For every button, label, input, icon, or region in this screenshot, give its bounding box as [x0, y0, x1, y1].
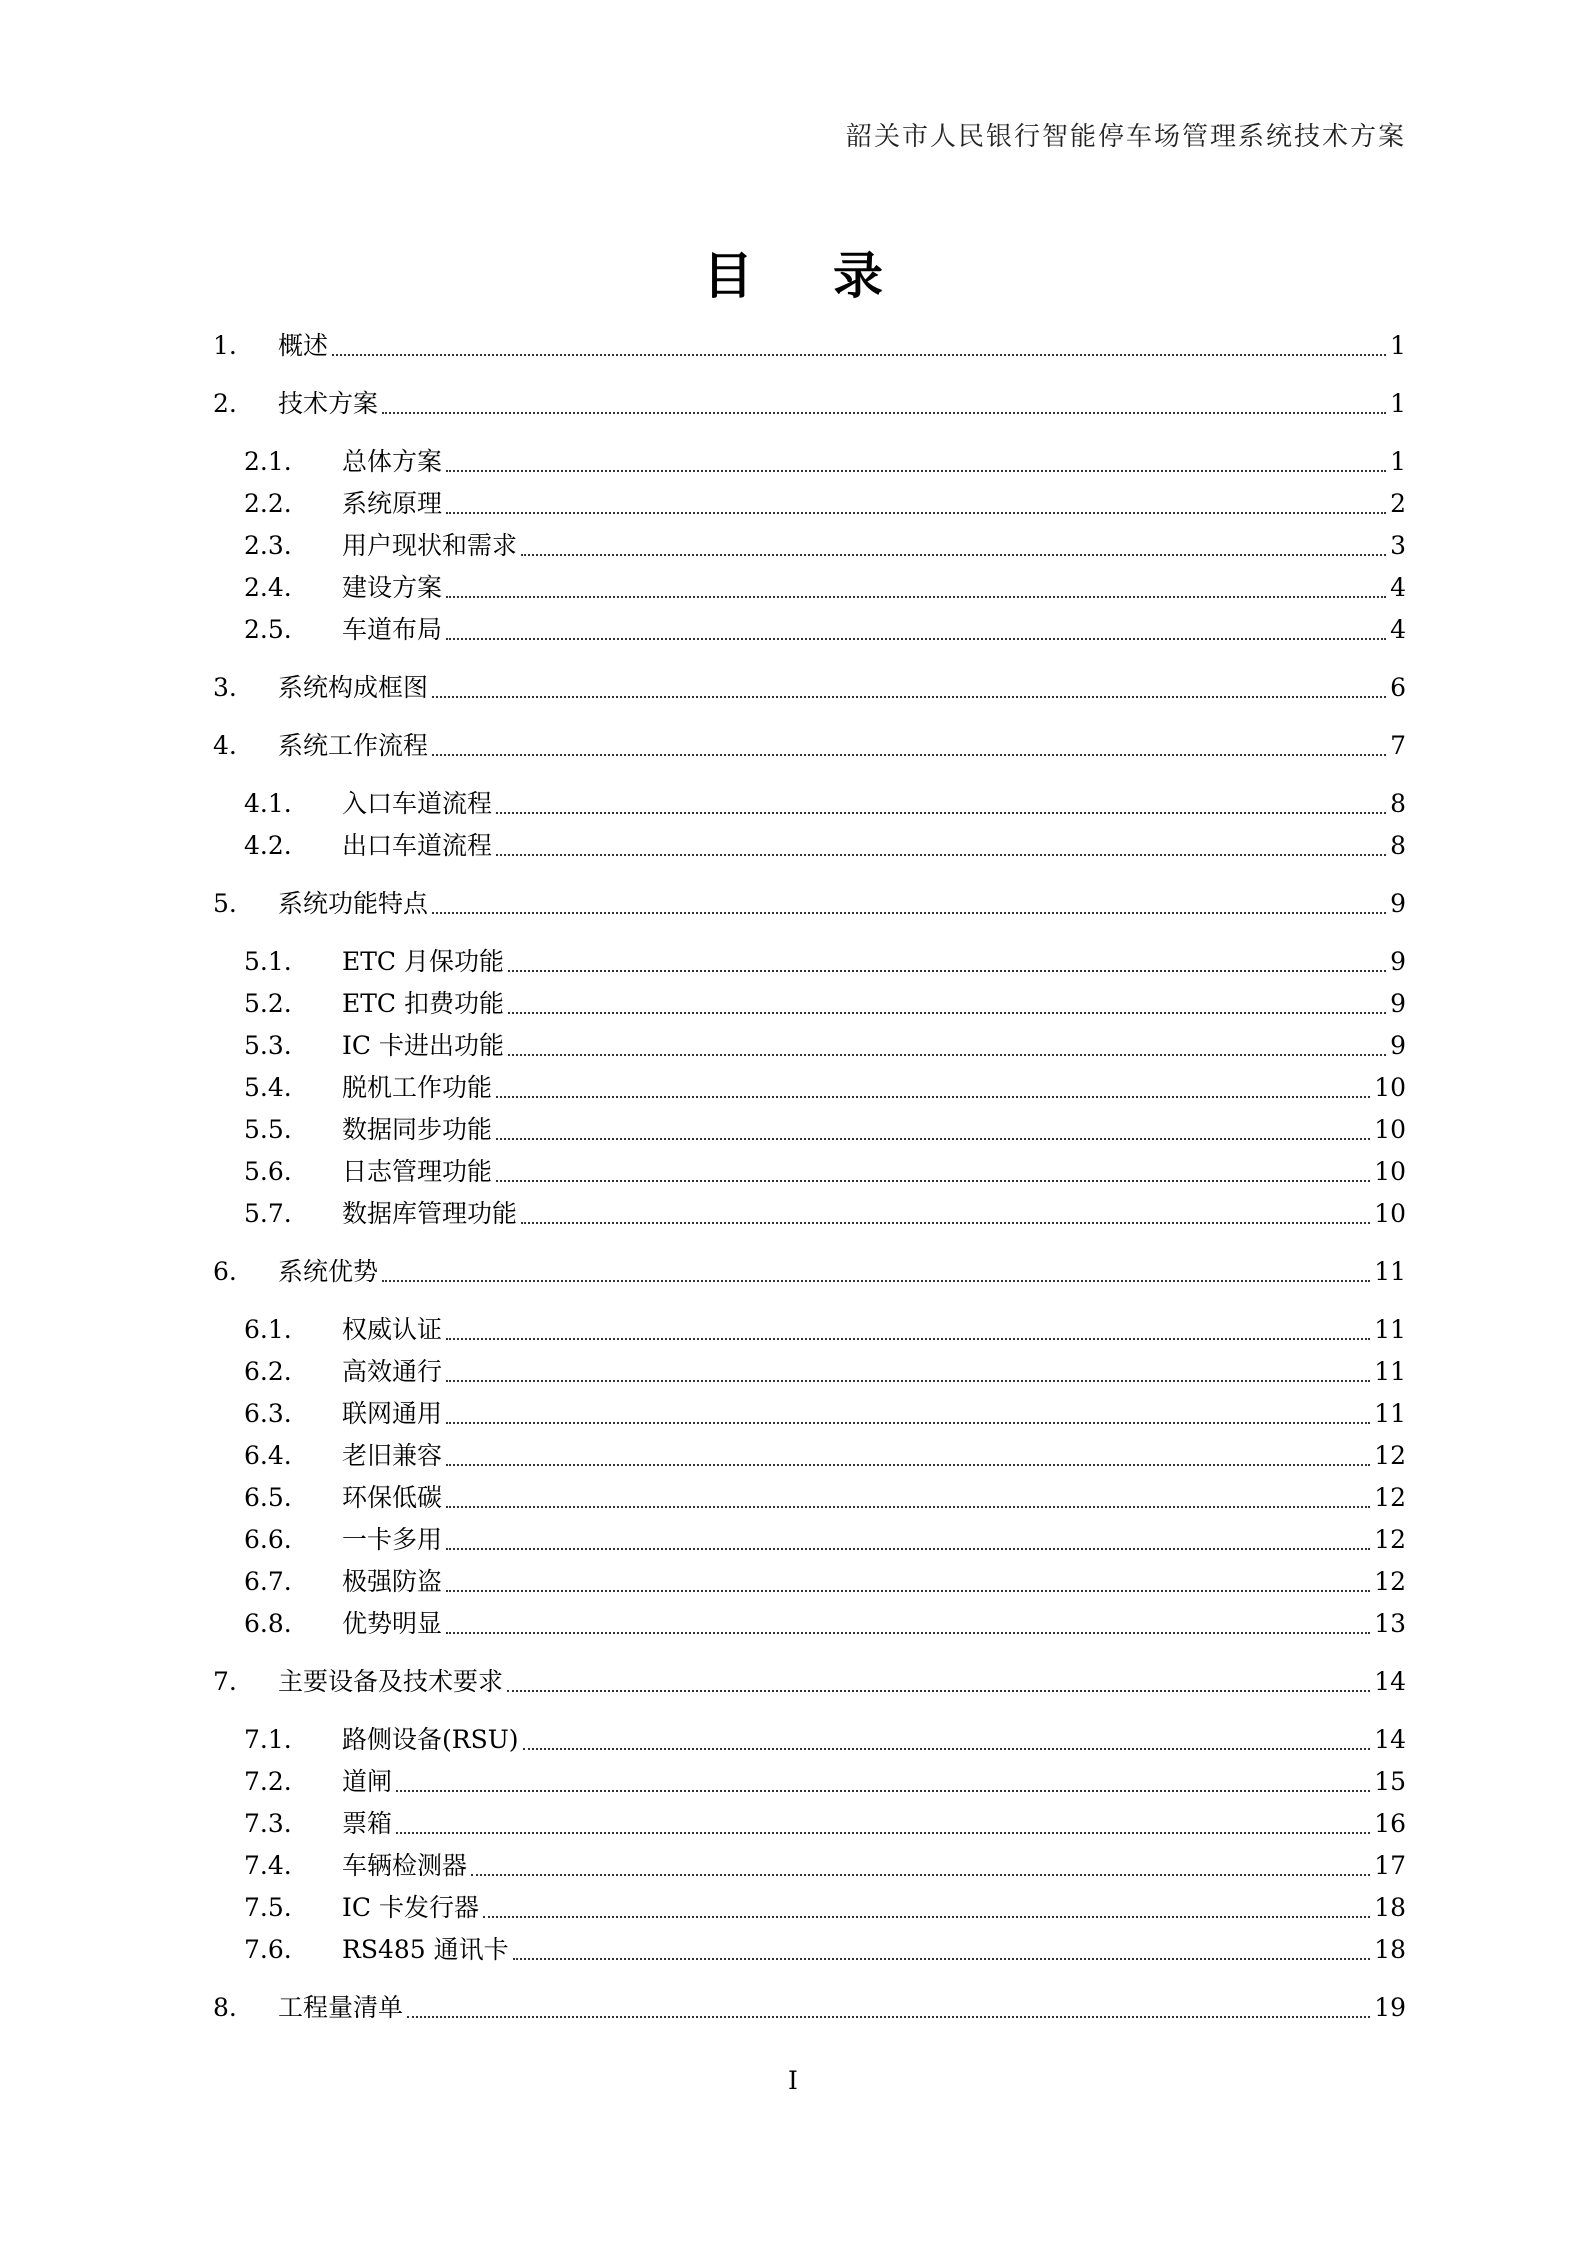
toc-entry-label: 用户现状和需求 [342, 531, 518, 560]
running-header: 韶关市人民银行智能停车场管理系统技术方案 [845, 122, 1406, 152]
toc-dot-leader [382, 412, 1386, 414]
toc-entry-page: 9 [1390, 947, 1406, 976]
toc-entry[interactable] [213, 1887, 1406, 1929]
toc-entry-label: IC 卡进出功能 [342, 1031, 504, 1060]
toc-entry[interactable] [213, 1929, 1406, 1971]
toc-entry-page: 4 [1390, 615, 1406, 644]
toc-entry-number: 5.6. [244, 1157, 292, 1186]
toc-entry[interactable] [213, 1719, 1406, 1761]
toc-entry-label: 概述 [278, 331, 329, 360]
toc-entry[interactable] [213, 1025, 1406, 1067]
toc-entry[interactable] [213, 1561, 1406, 1603]
toc-entry[interactable] [213, 1351, 1406, 1393]
toc-entry[interactable] [213, 825, 1406, 867]
toc-entry-label: 入口车道流程 [342, 789, 493, 818]
toc-entry-number: 2.4. [244, 573, 292, 602]
toc-dot-leader [446, 596, 1386, 598]
toc-entry-page: 16 [1374, 1809, 1406, 1838]
toc-entry-number: 5.3. [244, 1031, 292, 1060]
toc-entry-page: 9 [1390, 889, 1406, 918]
toc-entry[interactable] [213, 525, 1406, 567]
toc-dot-leader [508, 1012, 1386, 1014]
toc-entry[interactable] [213, 1761, 1406, 1803]
toc-entry-page: 8 [1390, 789, 1406, 818]
toc-dot-leader [446, 1590, 1370, 1592]
toc-entry-label: 优势明显 [342, 1609, 443, 1638]
toc-entry-number: 7.2. [244, 1767, 292, 1796]
toc-dot-leader [496, 812, 1386, 814]
toc-entry-page: 1 [1390, 447, 1406, 476]
toc-entry-number: 5.7. [244, 1199, 292, 1228]
toc-entry-label: ETC 月保功能 [342, 947, 504, 976]
toc-entry-page: 10 [1374, 1073, 1406, 1102]
toc-entry-number: 2.5. [244, 615, 292, 644]
toc-entry-number: 7. [213, 1667, 237, 1696]
toc-entry-number: 8. [213, 1993, 237, 2022]
toc-entry-number: 4.1. [244, 789, 292, 818]
toc-dot-leader [523, 1748, 1371, 1750]
toc-dot-leader [432, 754, 1386, 756]
toc-entry-number: 4. [213, 731, 237, 760]
toc-entry-number: 5. [213, 889, 237, 918]
toc-entry-number: 5.4. [244, 1073, 292, 1102]
toc-entry-number: 5.2. [244, 989, 292, 1018]
toc-entry-number: 4.2. [244, 831, 292, 860]
toc-entry[interactable] [213, 883, 1406, 925]
toc-entry-number: 6.2. [244, 1357, 292, 1386]
toc-dot-leader [496, 1180, 1370, 1182]
toc-entry-label: 数据同步功能 [342, 1115, 493, 1144]
toc-entry-number: 7.4. [244, 1851, 292, 1880]
toc-entry-number: 6.8. [244, 1609, 292, 1638]
toc-dot-leader [446, 1632, 1370, 1634]
toc-entry-number: 3. [213, 673, 237, 702]
toc-dot-leader [446, 1380, 1370, 1382]
toc-entry-label: 极强防盗 [342, 1567, 443, 1596]
toc-entry-label: 票箱 [342, 1809, 393, 1838]
toc-entry[interactable] [213, 1393, 1406, 1435]
toc-dot-leader [483, 1916, 1370, 1918]
toc-dot-leader [446, 1506, 1370, 1508]
toc-entry-number: 6. [213, 1257, 237, 1286]
toc-entry-page: 17 [1374, 1851, 1406, 1880]
toc-entry-page: 11 [1374, 1257, 1406, 1286]
toc-dot-leader [496, 854, 1386, 856]
toc-entry-page: 9 [1390, 989, 1406, 1018]
toc-entry-number: 1. [213, 331, 237, 360]
toc-entry-page: 10 [1374, 1115, 1406, 1144]
toc-entry-label: 道闸 [342, 1767, 393, 1796]
toc-entry-page: 7 [1390, 731, 1406, 760]
toc-entry-label: 老旧兼容 [342, 1441, 443, 1470]
toc-dot-leader [446, 512, 1386, 514]
toc-title [0, 236, 1586, 308]
toc-entry[interactable] [213, 567, 1406, 609]
toc-entry[interactable] [213, 441, 1406, 483]
toc-entry-page: 18 [1374, 1935, 1406, 1964]
toc-entry[interactable] [213, 1193, 1406, 1235]
toc-dot-leader [446, 470, 1386, 472]
toc-entry-page: 12 [1374, 1567, 1406, 1596]
toc-entry-page: 18 [1374, 1893, 1406, 1922]
toc-entry-label: 总体方案 [342, 447, 443, 476]
toc-entry-label: 脱机工作功能 [342, 1073, 493, 1102]
toc-entry-page: 11 [1374, 1357, 1406, 1386]
toc-entry-number: 7.5. [244, 1893, 292, 1922]
toc-entry-label: 高效通行 [342, 1357, 443, 1386]
toc-entry-label: RS485 通讯卡 [342, 1935, 509, 1964]
toc-entry-page: 11 [1374, 1399, 1406, 1428]
toc-entry-page: 10 [1374, 1199, 1406, 1228]
toc-entry[interactable] [213, 325, 1406, 367]
toc-entry[interactable] [213, 383, 1406, 425]
toc-entry-number: 7.3. [244, 1809, 292, 1838]
toc-dot-leader [507, 1690, 1370, 1692]
toc-dot-leader [396, 1832, 1370, 1834]
toc-entry[interactable] [213, 1309, 1406, 1351]
toc-dot-leader [432, 696, 1386, 698]
toc-entry-label: IC 卡发行器 [342, 1893, 479, 1922]
toc-entry-number: 2.2. [244, 489, 292, 518]
toc-entry-label: 系统功能特点 [278, 889, 429, 918]
toc-entry-number: 6.7. [244, 1567, 292, 1596]
toc-dot-leader [382, 1280, 1370, 1282]
toc-entry-number: 5.5. [244, 1115, 292, 1144]
toc-dot-leader [396, 1790, 1370, 1792]
toc-entry-number: 6.4. [244, 1441, 292, 1470]
toc-entry-number: 2.1. [244, 447, 292, 476]
toc-dot-leader [446, 1338, 1370, 1340]
toc-entry-page: 1 [1390, 389, 1406, 418]
toc-dot-leader [446, 1422, 1370, 1424]
toc-entry[interactable] [213, 1803, 1406, 1845]
toc-entry-number: 6.3. [244, 1399, 292, 1428]
toc-entry-label: 技术方案 [278, 389, 379, 418]
toc-entry-label: 系统工作流程 [278, 731, 429, 760]
table-of-contents [213, 325, 1406, 2045]
toc-entry-number: 6.5. [244, 1483, 292, 1512]
toc-entry-page: 4 [1390, 573, 1406, 602]
toc-entry-page: 19 [1374, 1993, 1406, 2022]
toc-entry-page: 9 [1390, 1031, 1406, 1060]
toc-entry[interactable] [213, 1661, 1406, 1703]
toc-entry[interactable] [213, 609, 1406, 651]
toc-entry[interactable] [213, 783, 1406, 825]
toc-entry-label: 系统构成框图 [278, 673, 429, 702]
toc-title-char: 录 [833, 246, 883, 305]
toc-entry-label: 车辆检测器 [342, 1851, 468, 1880]
toc-entry[interactable] [213, 1987, 1406, 2029]
toc-dot-leader [508, 970, 1386, 972]
toc-entry-label: 环保低碳 [342, 1483, 443, 1512]
toc-entry-label: 联网通用 [342, 1399, 443, 1428]
toc-entry-page: 15 [1374, 1767, 1406, 1796]
toc-dot-leader [508, 1054, 1386, 1056]
toc-entry-label: 出口车道流程 [342, 831, 493, 860]
toc-entry-number: 7.1. [244, 1725, 292, 1754]
toc-entry-page: 6 [1390, 673, 1406, 702]
toc-entry-page: 12 [1374, 1525, 1406, 1554]
toc-entry[interactable] [213, 1603, 1406, 1645]
toc-entry-label: ETC 扣费功能 [342, 989, 504, 1018]
toc-entry-number: 6.6. [244, 1525, 292, 1554]
toc-entry-label: 工程量清单 [278, 1993, 404, 2022]
toc-entry-number: 7.6. [244, 1935, 292, 1964]
toc-entry[interactable] [213, 1109, 1406, 1151]
toc-entry-label: 系统优势 [278, 1257, 379, 1286]
toc-dot-leader [471, 1874, 1370, 1876]
toc-entry-page: 1 [1390, 331, 1406, 360]
toc-dot-leader [496, 1138, 1370, 1140]
toc-title-char: 目 [703, 246, 753, 305]
toc-entry-label: 主要设备及技术要求 [278, 1667, 504, 1696]
page-number: I [788, 2066, 798, 2095]
toc-entry-number: 5.1. [244, 947, 292, 976]
toc-entry-label: 数据库管理功能 [342, 1199, 518, 1228]
toc-entry-page: 12 [1374, 1483, 1406, 1512]
toc-entry-page: 8 [1390, 831, 1406, 860]
toc-entry-label: 一卡多用 [342, 1525, 443, 1554]
toc-entry-page: 14 [1374, 1725, 1406, 1754]
toc-entry-label: 权威认证 [342, 1315, 443, 1344]
toc-entry[interactable] [213, 667, 1406, 709]
toc-dot-leader [521, 1222, 1370, 1224]
toc-dot-leader [432, 912, 1386, 914]
toc-entry[interactable] [213, 983, 1406, 1025]
toc-entry-page: 10 [1374, 1157, 1406, 1186]
toc-entry-number: 6.1. [244, 1315, 292, 1344]
toc-entry-page: 2 [1390, 489, 1406, 518]
toc-dot-leader [446, 1548, 1370, 1550]
toc-entry-page: 14 [1374, 1667, 1406, 1696]
toc-entry-label: 路侧设备(RSU) [342, 1725, 519, 1754]
toc-entry-label: 系统原理 [342, 489, 443, 518]
toc-entry-page: 11 [1374, 1315, 1406, 1344]
toc-entry[interactable] [213, 1845, 1406, 1887]
toc-entry-label: 建设方案 [342, 573, 443, 602]
toc-entry-page: 12 [1374, 1441, 1406, 1470]
toc-entry[interactable] [213, 1477, 1406, 1519]
toc-entry[interactable] [213, 941, 1406, 983]
toc-dot-leader [407, 2016, 1370, 2018]
toc-dot-leader [446, 638, 1386, 640]
toc-entry[interactable] [213, 1251, 1406, 1293]
toc-entry-page: 3 [1390, 531, 1406, 560]
toc-entry-number: 2.3. [244, 531, 292, 560]
toc-entry-page: 13 [1374, 1609, 1406, 1638]
toc-entry[interactable] [213, 725, 1406, 767]
toc-entry[interactable] [213, 1519, 1406, 1561]
toc-entry[interactable] [213, 483, 1406, 525]
toc-dot-leader [446, 1464, 1370, 1466]
toc-dot-leader [513, 1958, 1371, 1960]
toc-entry-label: 车道布局 [342, 615, 443, 644]
toc-entry[interactable] [213, 1151, 1406, 1193]
toc-dot-leader [496, 1096, 1370, 1098]
toc-entry[interactable] [213, 1067, 1406, 1109]
toc-entry-number: 2. [213, 389, 237, 418]
toc-entry-label: 日志管理功能 [342, 1157, 493, 1186]
toc-dot-leader [521, 554, 1386, 556]
toc-dot-leader [332, 354, 1386, 356]
toc-entry[interactable] [213, 1435, 1406, 1477]
